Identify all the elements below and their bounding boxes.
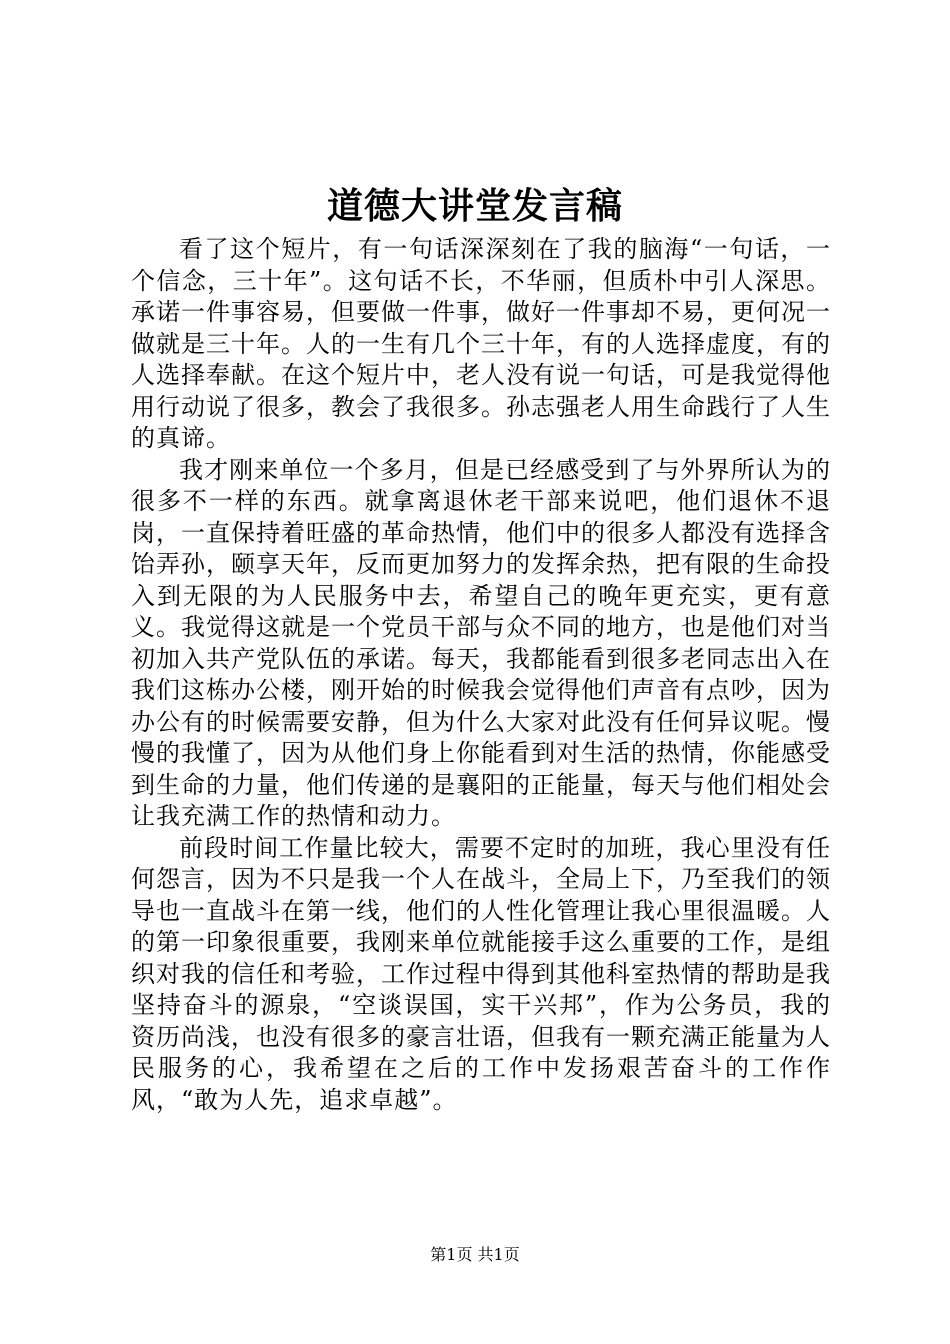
- document-title: 道德大讲堂发言稿: [326, 186, 623, 227]
- paragraph-3: 前段时间工作量比较大，需要不定时的加班，我心里没有任何怨言，因为不只是我一个人在战斗，全局上下，乃至我们的领导也一直战斗在第一线，他们的人性化管理让我心里很温暖。人的第一印象很重要，我刚来单位就能接手这么重要的工作，是组织对我的信任和考验，工作过程中得到其他科室热情的帮助是我坚持奋斗的源泉，“空谈误国，实干兴邦”，作为公务员，我的资历尚浅，也没有很多的豪言壮语，但我有一颗充满正能量为人民服务的心，我希望在之后的工作中发扬艰苦奋斗的工作作风，“敢为人先，追求卓越”。: [131, 833, 831, 1114]
- page-footer: 第1页 共1页: [430, 1245, 520, 1264]
- paragraph-2: 我才刚来单位一个多月，但是已经感受到了与外界所认为的很多不一样的东西。就拿离退休老干部来说吧，他们退休不退岗，一直保持着旺盛的革命热情，他们中的很多人都没有选择含饴弄孙，颐享天年，反而更加努力的发挥余热，把有限的生命投入到无限的为人民服务中去，希望自己的晚年更充实，更有意义。我觉得这就是一个党员干部与众不同的地方，也是他们对当初加入共产党队伍的承诺。每天，我都能看到很多老同志出入在我们这栋办公楼，刚开始的时候我会觉得他们声音有点吵，因为办公有的时候需要安静，但为什么大家对此没有任何异议呢。慢慢的我懂了，因为从他们身上你能看到对生活的热情，你能感受到生命的力量，他们传递的是襄阳的正能量，每天与他们相处会让我充满工作的热情和动力。: [131, 455, 831, 830]
- paragraph-1: 看了这个短片，有一句话深深刻在了我的脑海“一句话，一个信念，三十年”。这句话不长，不华丽，但质朴中引人深思。承诺一件事容易，但要做一件事，做好一件事却不易，更何况一做就是三十年。人的一生有几个三十年，有的人选择虚度，有的人选择奉献。在这个短片中，老人没有说一句话，可是我觉得他用行动说了很多，教会了我很多。孙志强老人用生命践行了人生的真谛。: [131, 235, 831, 452]
- document-body: [131, 234, 831, 1116]
